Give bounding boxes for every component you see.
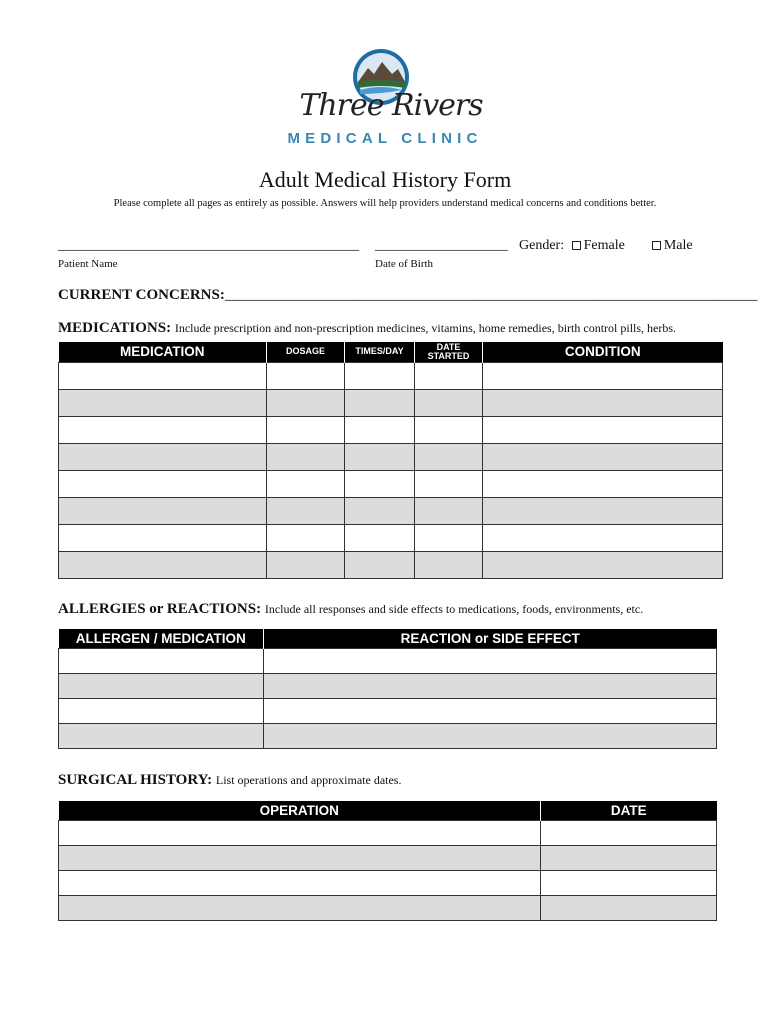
table-row: [59, 895, 717, 920]
table-cell[interactable]: [345, 443, 415, 470]
table-cell[interactable]: [345, 362, 415, 389]
col-times-per-day: TIMES/DAY: [345, 342, 415, 362]
table-cell[interactable]: [541, 895, 717, 920]
table-cell[interactable]: [264, 648, 717, 673]
allergies-table: [58, 629, 717, 749]
table-row: [59, 362, 723, 389]
table-cell[interactable]: [267, 551, 345, 578]
table-cell[interactable]: [541, 845, 717, 870]
medications-section-header: [58, 320, 676, 337]
col-operation: OPERATION: [59, 801, 541, 820]
col-medication: MEDICATION: [59, 342, 267, 362]
table-cell[interactable]: [267, 497, 345, 524]
table-cell[interactable]: [59, 698, 264, 723]
medications-heading: MEDICATIONS:: [58, 320, 172, 336]
table-cell[interactable]: [345, 416, 415, 443]
male-checkbox[interactable]: [652, 241, 661, 250]
table-cell[interactable]: [415, 524, 483, 551]
table-row: [59, 551, 723, 578]
patient-name-field[interactable]: ___________________________________________: [58, 238, 359, 253]
col-date: DATE: [541, 801, 717, 820]
col-date-line1: DATE: [436, 341, 461, 352]
table-cell[interactable]: [264, 723, 717, 748]
table-cell[interactable]: [415, 497, 483, 524]
table-cell[interactable]: [415, 416, 483, 443]
table-cell[interactable]: [59, 551, 267, 578]
col-allergen-medication: ALLERGEN / MEDICATION: [59, 629, 264, 648]
table-row: [59, 524, 723, 551]
table-cell[interactable]: [345, 551, 415, 578]
allergies-description: Include all responses and side effects to medications, foods, environments, etc.: [264, 602, 644, 616]
table-cell[interactable]: [267, 443, 345, 470]
allergies-heading: ALLERGIES or REACTIONS:: [58, 601, 262, 617]
table-cell[interactable]: [483, 389, 723, 416]
surgical-header-row: [59, 801, 717, 820]
table-row: [59, 820, 717, 845]
table-cell[interactable]: [264, 698, 717, 723]
date-of-birth-label: Date of Birth: [375, 258, 434, 270]
table-cell[interactable]: [59, 362, 267, 389]
table-cell[interactable]: [415, 551, 483, 578]
table-cell[interactable]: [267, 362, 345, 389]
table-cell[interactable]: [483, 470, 723, 497]
table-cell[interactable]: [59, 673, 264, 698]
table-cell[interactable]: [483, 416, 723, 443]
table-cell[interactable]: [59, 389, 267, 416]
surgical-section-header: [58, 772, 401, 789]
table-cell[interactable]: [267, 470, 345, 497]
medications-header-row: [59, 342, 723, 362]
gender-label: Gender:: [519, 238, 565, 253]
current-concerns-field[interactable]: _______________________________________________________________________: [224, 287, 758, 303]
table-cell[interactable]: [483, 551, 723, 578]
table-cell[interactable]: [59, 845, 541, 870]
table-cell[interactable]: [267, 389, 345, 416]
table-row: [59, 470, 723, 497]
table-row: [59, 698, 717, 723]
allergies-header-row: [59, 629, 717, 648]
female-checkbox[interactable]: [572, 241, 581, 250]
table-cell[interactable]: [59, 497, 267, 524]
male-label: Male: [663, 238, 693, 253]
col-condition: CONDITION: [483, 342, 723, 362]
table-row: [59, 497, 723, 524]
table-cell[interactable]: [483, 443, 723, 470]
logo-subtitle: MEDICAL CLINIC: [287, 130, 483, 147]
surgical-history-table: [58, 801, 717, 921]
table-cell[interactable]: [345, 470, 415, 497]
table-row: [59, 673, 717, 698]
table-cell[interactable]: [59, 648, 264, 673]
table-row: [59, 845, 717, 870]
table-row: [59, 443, 723, 470]
surgical-description: List operations and approximate dates.: [215, 773, 402, 787]
table-cell[interactable]: [59, 443, 267, 470]
clinic-logo: [280, 48, 490, 152]
table-cell[interactable]: [541, 820, 717, 845]
col-date-started: [415, 342, 483, 362]
table-cell[interactable]: [483, 524, 723, 551]
table-cell[interactable]: [59, 723, 264, 748]
female-label: Female: [583, 238, 625, 253]
current-concerns-heading: CURRENT CONCERNS:: [58, 287, 225, 303]
current-concerns-section: [58, 287, 757, 304]
table-cell[interactable]: [59, 416, 267, 443]
table-row: [59, 416, 723, 443]
table-row: [59, 648, 717, 673]
table-cell[interactable]: [267, 524, 345, 551]
medications-description: Include prescription and non-prescription medicines, vitamins, home remedies, birth control pills, herbs.: [174, 321, 677, 335]
form-instructions: Please complete all pages as entirely as possible. Answers will help providers understand medical concerns and conditions better.: [113, 198, 657, 209]
medications-table: [58, 342, 723, 579]
gender-group: [519, 238, 693, 254]
table-cell[interactable]: [59, 470, 267, 497]
table-cell[interactable]: [345, 497, 415, 524]
table-cell[interactable]: [267, 416, 345, 443]
table-cell[interactable]: [483, 362, 723, 389]
form-title: Adult Medical History Form: [258, 167, 512, 192]
table-cell[interactable]: [59, 895, 541, 920]
table-row: [59, 723, 717, 748]
table-row: [59, 870, 717, 895]
table-cell[interactable]: [415, 443, 483, 470]
patient-name-label: Patient Name: [58, 258, 118, 270]
table-cell[interactable]: [264, 673, 717, 698]
allergies-section-header: [58, 601, 643, 618]
surgical-heading: SURGICAL HISTORY:: [58, 772, 213, 788]
table-cell[interactable]: [345, 524, 415, 551]
table-cell[interactable]: [415, 470, 483, 497]
logo-script-text: Three Rivers: [299, 88, 483, 123]
table-cell[interactable]: [59, 524, 267, 551]
table-row: [59, 389, 723, 416]
table-cell[interactable]: [415, 362, 483, 389]
table-cell[interactable]: [59, 820, 541, 845]
col-date-line2: STARTED: [427, 350, 470, 361]
table-cell[interactable]: [59, 870, 541, 895]
col-reaction-side-effect: REACTION or SIDE EFFECT: [264, 629, 717, 648]
table-cell[interactable]: [483, 497, 723, 524]
table-cell[interactable]: [541, 870, 717, 895]
table-cell[interactable]: [415, 389, 483, 416]
table-cell[interactable]: [345, 389, 415, 416]
col-dosage: DOSAGE: [267, 342, 345, 362]
date-of-birth-field[interactable]: ___________________: [375, 238, 508, 253]
